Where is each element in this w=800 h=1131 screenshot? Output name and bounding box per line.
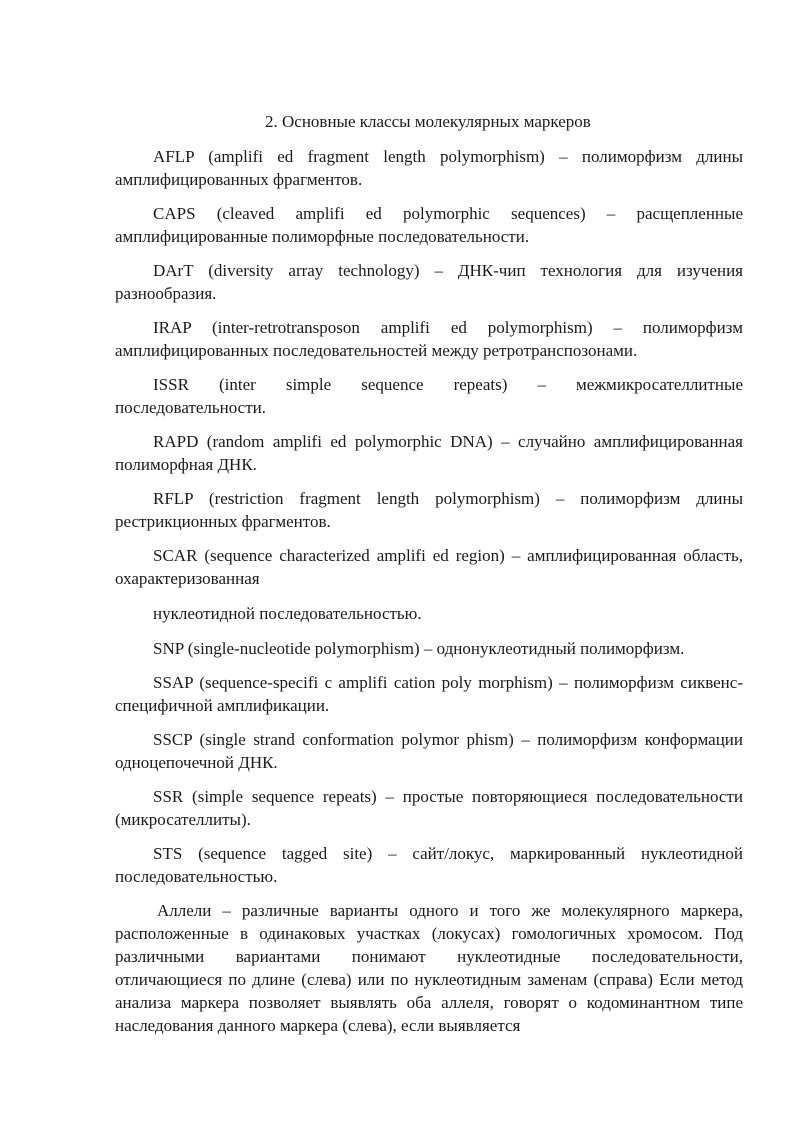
marker-entry-caps: CAPS (cleaved amplifi ed polymorphic sequences) – расщепленные амплифицированные полиморфные последовательности. xyxy=(115,204,743,246)
marker-entry-scar-continuation: нуклеотидной последовательностью. xyxy=(153,604,422,623)
marker-entry-irap: IRAP (inter-retrotransposon amplifi ed polymorphism) – полиморфизм амплифицированных последовательностей между ретротранспозонами. xyxy=(115,318,743,360)
document-body xyxy=(115,110,743,1037)
marker-entry-scar: SCAR (sequence characterized amplifi ed region) – амплифицированная область, охарактеризованная xyxy=(115,546,743,588)
marker-entry-aflp: AFLP (amplifi ed fragment length polymorphism) – полиморфизм длины амплифицированных фрагментов. xyxy=(115,147,743,189)
marker-entry-ssap: SSAP (sequence-specifi c amplifi cation poly morphism) – полиморфизм сиквенс-специфичной амплификации. xyxy=(115,673,743,715)
marker-entry-snp: SNP (single-nucleotide polymorphism) – однонуклеотидный полиморфизм. xyxy=(153,639,685,658)
marker-entry-issr: ISSR (inter simple sequence repeats) – межмикросателлитные последовательности. xyxy=(115,375,743,417)
marker-entry-dart: DArT (diversity array technology) – ДНК-чип технология для изучения разнообразия. xyxy=(115,261,743,303)
marker-entry-rflp: RFLP (restriction fragment length polymorphism) – полиморфизм длины рестрикционных фрагментов. xyxy=(115,489,743,531)
marker-entry-rapd: RAPD (random amplifi ed polymorphic DNA) – случайно амплифицированная полиморфная ДНК. xyxy=(115,432,743,474)
marker-entry-sts: STS (sequence tagged site) – сайт/локус, маркированный нуклеотидной последовательностью. xyxy=(115,844,743,886)
section-heading: 2. Основные классы молекулярных маркеров xyxy=(265,112,591,131)
marker-entry-ssr: SSR (simple sequence repeats) – простые повторяющиеся последовательности (микросателлиты). xyxy=(115,787,743,829)
marker-entry-sscp: SSCP (single strand conformation polymor phism) – полиморфизм конформации одноцепочечной ДНК. xyxy=(115,730,743,772)
alleles-paragraph: Аллели – различные варианты одного и того же молекулярного маркера, расположенные в одинаковых участках (локусах) гомологичных хромосом. Под различными вариантами понимают нуклеотидные последовательности, отличающиеся по длине (слева) или по нуклеотидным заменам (справа) Если метод анализа маркера позволяет выявлять оба аллеля, говорят о кодоминантном типе наследования данного маркера (слева), если выявляется xyxy=(115,901,743,1035)
